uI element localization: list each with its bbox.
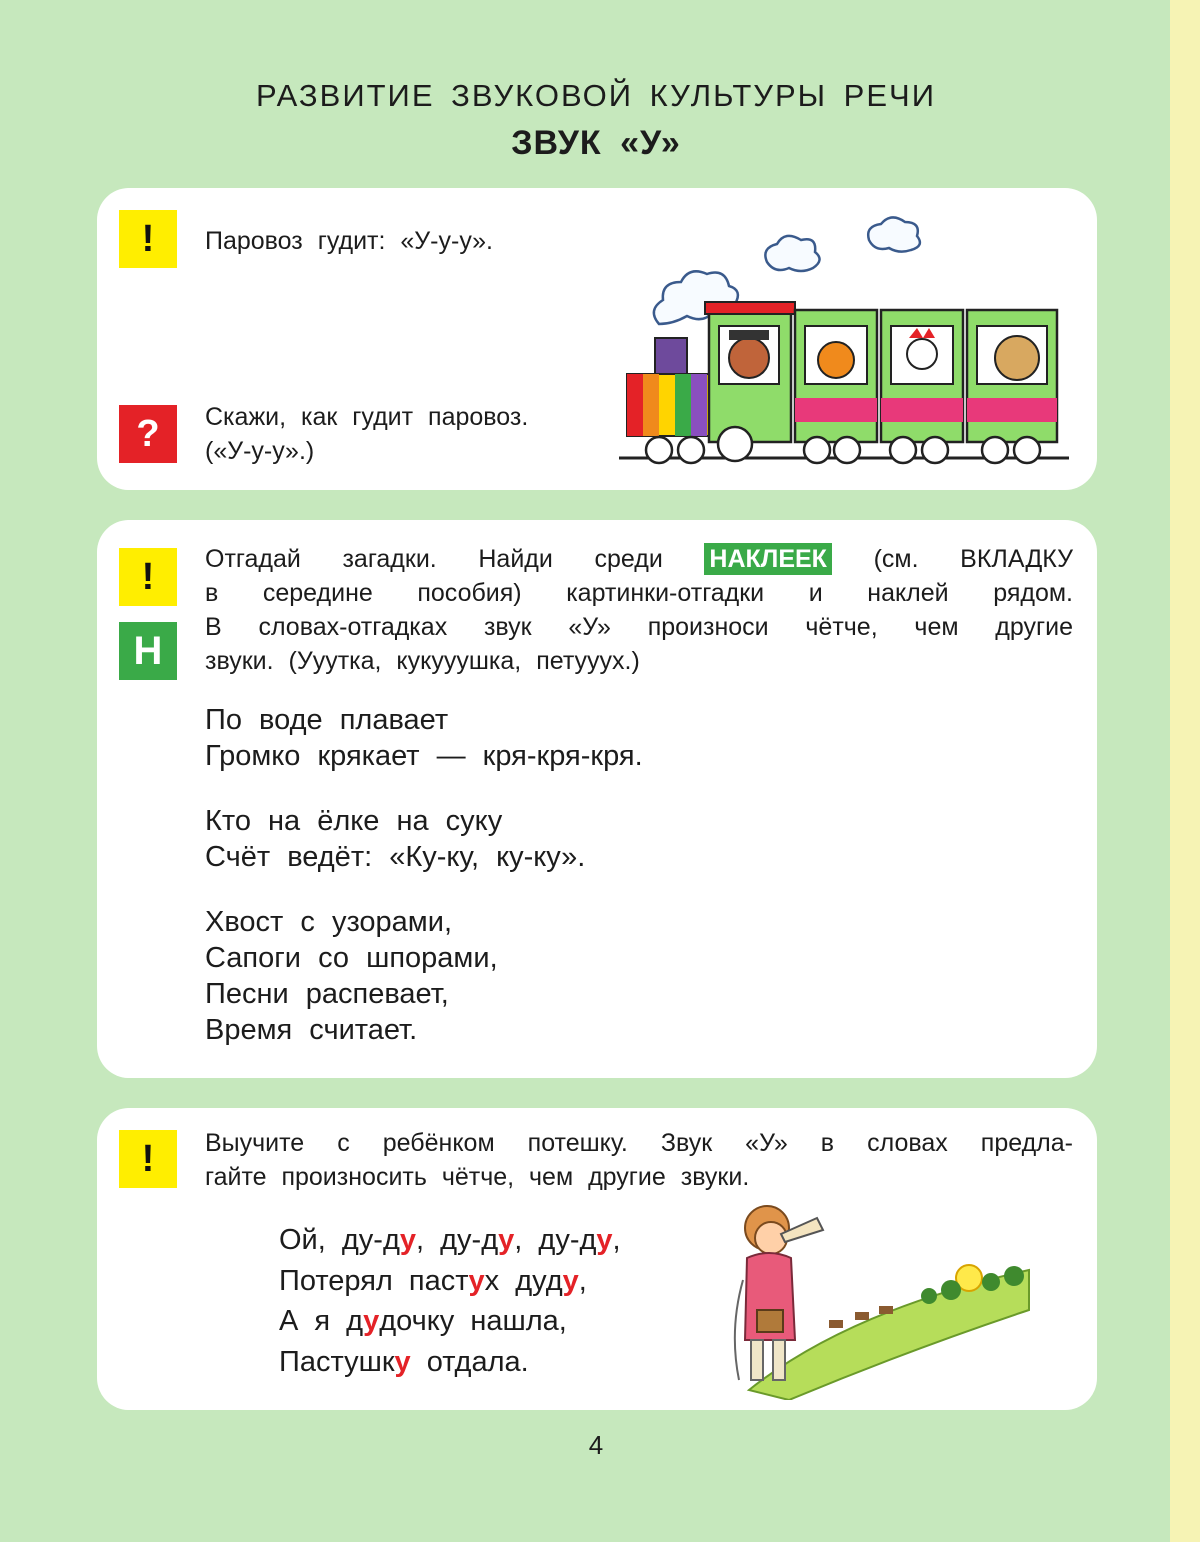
riddles-instructions [205,542,1073,678]
question-line: Скажи, как гудит паровоз. [205,403,529,431]
sticker-icon: Н [119,622,177,680]
card-riddles [97,520,1097,1078]
card1-text: Паровоз гудит: «У-у-у». [205,227,493,255]
instruction-line: звуки. (Ууутка, кукууушка, петууух.) [205,647,640,675]
page-subtitle: ЗВУК «У» [511,124,681,162]
rhyme-poem [279,1220,621,1382]
exclamation-icon: ! [119,210,177,268]
rhyme-instructions [205,1126,1073,1194]
page-number: 4 [588,1430,604,1460]
riddle-rooster: Хвост с узорами, Сапоги со шпорами, Песни распевает, Время считает. [205,906,498,1046]
riddle-duck: По воде плавает Громко крякает — кря-кря-кря. [205,704,643,772]
poem-line: Потерял пастух дуду, [279,1264,587,1297]
page-edge-strip [1170,0,1200,1542]
page-title: РАЗВИТИЕ ЗВУКОВОЙ КУЛЬТУРЫ РЕЧИ [256,78,936,113]
exclamation-icon: ! [119,1130,177,1188]
instruction-line: Выучите с ребёнком потешку. Звук «У» в словах предла- [205,1129,1073,1157]
card-train [97,188,1097,490]
question-icon: ? [119,405,177,463]
shepherd-illustration [729,1200,1039,1400]
instruction-line: в середине пособия) картинки-отгадки и наклей рядом. [205,579,1073,607]
riddle-cuckoo: Кто на ёлке на суку Счёт ведёт: «Ку-ку, ку-ку». [205,805,586,873]
instruction-line: Отгадай загадки. Найди среди НАКЛЕЕК (см. ВКЛАДКУ [205,545,1073,573]
card1-question [205,400,528,468]
train-illustration [619,214,1071,472]
instruction-line: гайте произносить чётче, чем другие звуки. [205,1163,750,1191]
card-rhyme [97,1108,1097,1410]
exclamation-icon: ! [119,548,177,606]
sticker-tag: НАКЛЕЕК [704,543,832,575]
poem-line: А я дудочку нашла, [279,1305,567,1337]
question-answer: («У-у-у».) [205,437,315,465]
poem-line: Ой, ду-ду, ду-ду, ду-ду, [279,1224,621,1256]
instruction-line: В словах-отгадках звук «У» произноси чётче, чем другие [205,613,1073,641]
poem-line: Пастушку отдала. [279,1345,529,1378]
